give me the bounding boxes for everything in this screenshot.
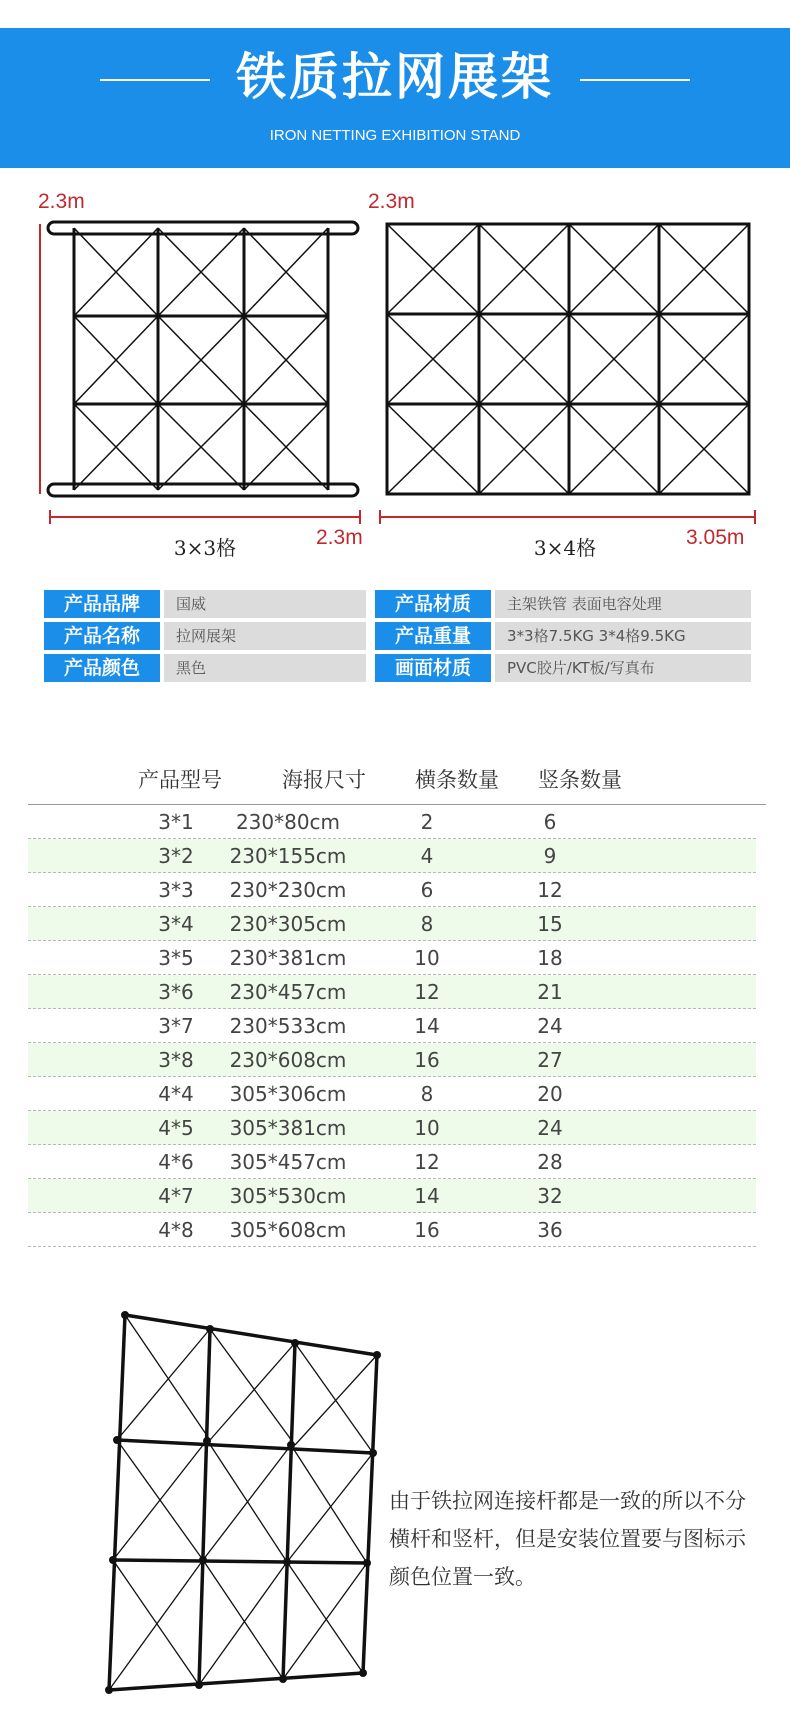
table-cell-vertical-bars: 28 [537, 1150, 563, 1174]
table-cell-vertical-bars: 36 [537, 1218, 563, 1242]
table-cell-vertical-bars: 12 [537, 878, 563, 902]
table-row [28, 941, 756, 975]
table-row [28, 839, 756, 873]
table-cell-model: 3*2 [158, 844, 194, 868]
table-cell-horizontal-bars: 6 [420, 878, 434, 902]
size-table-header-model: 产品型号 [138, 768, 222, 792]
table-cell-horizontal-bars: 10 [414, 1116, 440, 1140]
table-cell-vertical-bars: 24 [537, 1014, 563, 1038]
table-cell-poster-size: 230*80cm [235, 810, 341, 834]
table-cell-horizontal-bars: 16 [414, 1048, 440, 1072]
table-cell-horizontal-bars: 10 [414, 946, 440, 970]
assembly-frame-illustration [95, 1305, 395, 1700]
table-cell-model: 4*5 [158, 1116, 194, 1140]
table-row [28, 1145, 756, 1179]
table-cell-poster-size: 305*457cm [229, 1150, 347, 1174]
spec-value-brand: 国威 [164, 590, 366, 618]
size-table-header-poster-size: 海报尺寸 [282, 768, 366, 792]
table-row [28, 1179, 756, 1213]
table-row [28, 907, 756, 941]
table-cell-poster-size: 230*533cm [229, 1014, 347, 1038]
table-cell-vertical-bars: 20 [537, 1082, 563, 1106]
table-cell-vertical-bars: 24 [537, 1116, 563, 1140]
table-cell-vertical-bars: 15 [537, 912, 563, 936]
stand-3x3-caption: 3×3格 [173, 536, 237, 560]
table-row [28, 1009, 756, 1043]
spec-label-print-material: 画面材质 [375, 654, 491, 682]
table-cell-horizontal-bars: 12 [414, 980, 440, 1004]
table-row [28, 1213, 756, 1247]
table-cell-model: 4*6 [158, 1150, 194, 1174]
table-cell-horizontal-bars: 14 [414, 1014, 440, 1038]
page-subtitle: IRON NETTING EXHIBITION STAND [269, 127, 521, 144]
table-cell-vertical-bars: 32 [537, 1184, 563, 1208]
spec-value-name: 拉网展架 [164, 622, 366, 650]
assembly-note: 由于铁拉网连接杆都是一致的所以不分横杆和竖杆，但是安装位置要与图标示颜色位置一致。 [389, 1489, 746, 1589]
spec-label-name: 产品名称 [44, 622, 160, 650]
table-cell-poster-size: 305*381cm [229, 1116, 347, 1140]
spec-value-print-material: PVC胶片/KT板/写真布 [495, 654, 751, 682]
table-cell-model: 4*7 [158, 1184, 194, 1208]
stand-3x3-illustration [30, 210, 370, 530]
table-cell-model: 3*3 [158, 878, 194, 902]
table-row [28, 975, 756, 1009]
table-cell-vertical-bars: 18 [537, 946, 563, 970]
stand-3x3-width-label: 2.3m [316, 526, 363, 549]
spec-label-material: 产品材质 [375, 590, 491, 618]
table-cell-vertical-bars: 21 [537, 980, 563, 1004]
table-cell-model: 3*4 [158, 912, 194, 936]
table-cell-poster-size: 305*306cm [229, 1082, 347, 1106]
table-cell-horizontal-bars: 12 [414, 1150, 440, 1174]
table-cell-model: 4*4 [158, 1082, 194, 1106]
table-cell-model: 3*8 [158, 1048, 194, 1072]
table-row [28, 1111, 756, 1145]
stand-3x4-width-label: 3.05m [686, 526, 745, 549]
table-cell-vertical-bars: 9 [543, 844, 557, 868]
table-cell-model: 3*1 [158, 810, 194, 834]
table-row [28, 805, 756, 839]
table-cell-horizontal-bars: 4 [420, 844, 434, 868]
size-table-header-vertical-bars: 竖条数量 [538, 768, 622, 792]
spec-label-weight: 产品重量 [375, 622, 491, 650]
table-cell-horizontal-bars: 14 [414, 1184, 440, 1208]
table-cell-horizontal-bars: 8 [420, 1082, 434, 1106]
spec-value-color: 黑色 [164, 654, 366, 682]
table-cell-poster-size: 230*457cm [229, 980, 347, 1004]
table-cell-poster-size: 305*530cm [229, 1184, 347, 1208]
spec-value-weight: 3*3格7.5KG 3*4格9.5KG [495, 622, 751, 650]
table-cell-model: 4*8 [158, 1218, 194, 1242]
table-cell-vertical-bars: 6 [543, 810, 557, 834]
table-cell-poster-size: 305*608cm [229, 1218, 347, 1242]
stand-3x3-height-label: 2.3m [38, 190, 85, 213]
spec-label-brand: 产品品牌 [44, 590, 160, 618]
table-row [28, 1043, 756, 1077]
table-cell-horizontal-bars: 16 [414, 1218, 440, 1242]
table-cell-poster-size: 230*608cm [229, 1048, 347, 1072]
table-cell-model: 3*6 [158, 980, 194, 1004]
table-row [28, 873, 756, 907]
table-cell-vertical-bars: 27 [537, 1048, 563, 1072]
table-cell-poster-size: 230*230cm [229, 878, 347, 902]
table-cell-model: 3*7 [158, 1014, 194, 1038]
stand-3x4-caption: 3×4格 [533, 536, 597, 560]
size-table-header-horizontal-bars: 横条数量 [415, 768, 499, 792]
table-row [28, 1077, 756, 1111]
table-cell-poster-size: 230*155cm [229, 844, 347, 868]
table-cell-poster-size: 230*305cm [229, 912, 347, 936]
page-title: 铁质拉网展架 [236, 48, 554, 106]
spec-label-color: 产品颜色 [44, 654, 160, 682]
table-cell-horizontal-bars: 8 [420, 912, 434, 936]
stand-3x4-height-label: 2.3m [368, 190, 415, 213]
spec-value-material: 主架铁管 表面电容处理 [495, 590, 751, 618]
table-cell-model: 3*5 [158, 946, 194, 970]
table-cell-poster-size: 230*381cm [229, 946, 347, 970]
stand-3x4-illustration [375, 210, 770, 530]
table-cell-horizontal-bars: 2 [420, 810, 434, 834]
